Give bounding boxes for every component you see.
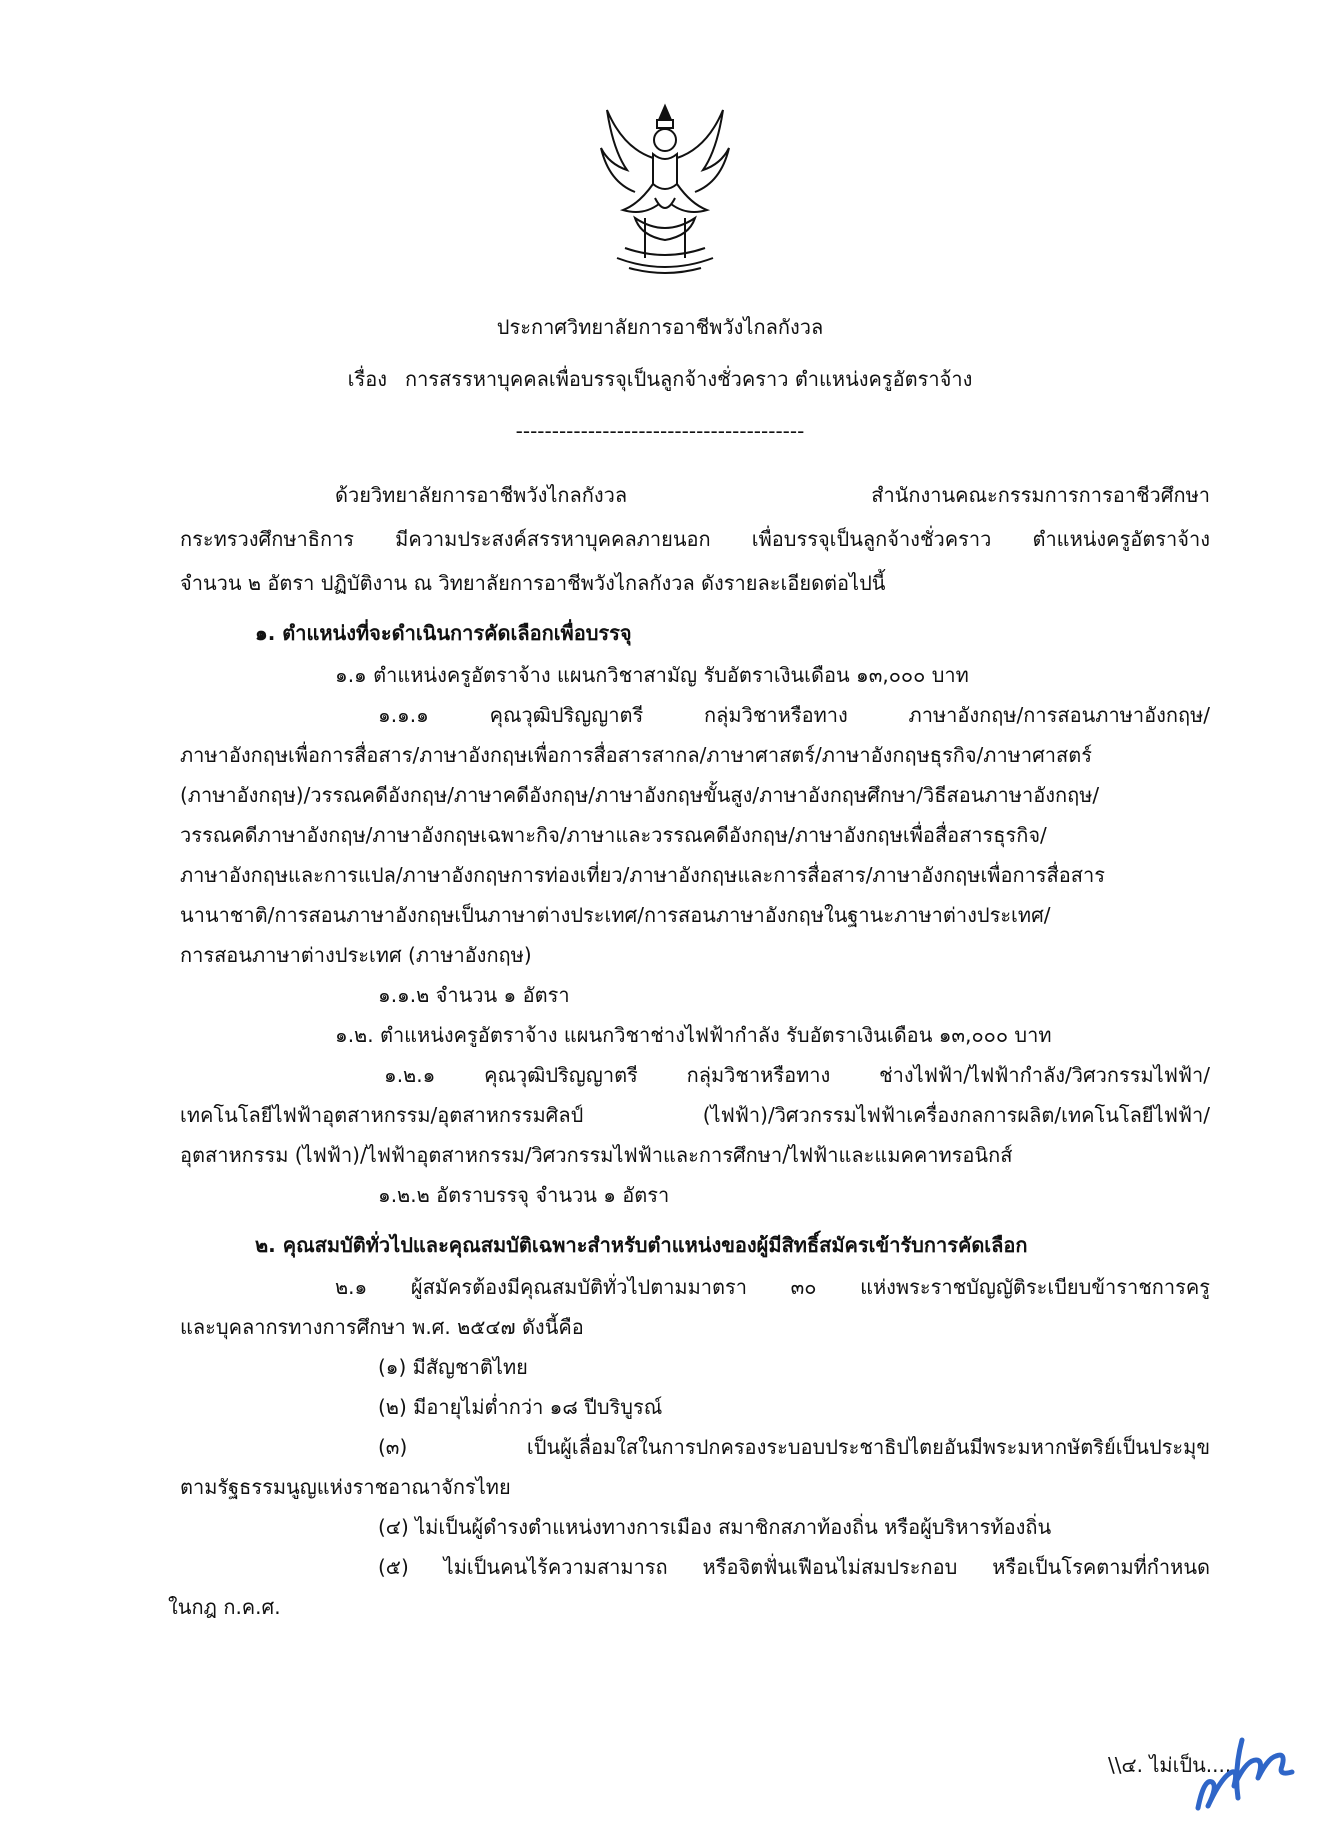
list-item: ในกฎ ก.ค.ศ. [168, 1595, 281, 1619]
list-item: และบุคลากรทางการศึกษา พ.ศ. ๒๕๔๗ ดังนี้คือ [180, 1315, 584, 1339]
intro-line: กระทรวงศึกษาธิการ มีความประสงค์สรรหาบุคคลภายนอก เพื่อบรรจุเป็นลูกจ้างชั่วคราว ตำแหน่งครูอัตราจ้าง [180, 527, 1210, 551]
list-item: ๑.๑.๑ คุณวุฒิปริญญาตรี กลุ่มวิชาหรือทาง ภาษาอังกฤษ/การสอนภาษาอังกฤษ/ [378, 703, 1210, 727]
list-item: ๒.๑ ผู้สมัครต้องมีคุณสมบัติทั่วไปตามมาตรา ๓๐ แห่งพระราชบัญญัติระเบียบข้าราชการครู [335, 1275, 1210, 1299]
divider: ---------------------------------------- [515, 419, 805, 443]
list-item: ตามรัฐธรรมนูญแห่งราชอาณาจักรไทย [180, 1475, 511, 1499]
list-item: (๔) ไม่เป็นผู้ดำรงตำแหน่งทางการเมือง สมาชิกสภาท้องถิ่น หรือผู้บริหารท้องถิ่น [378, 1515, 1052, 1539]
intro-line: ด้วยวิทยาลัยการอาชีพวังไกลกังวล สำนักงานคณะกรรมการการอาชีวศึกษา [335, 483, 1210, 507]
list-item: การสอนภาษาต่างประเทศ (ภาษาอังกฤษ) [180, 943, 532, 967]
list-item: ๑.๒. ตำแหน่งครูอัตราจ้าง แผนกวิชาช่างไฟฟ้ากำลัง รับอัตราเงินเดือน ๑๓,๐๐๐ บาท [335, 1023, 1052, 1047]
intro-line: จำนวน ๒ อัตรา ปฏิบัติงาน ณ วิทยาลัยการอาชีพวังไกลกังวล ดังรายละเอียดต่อไปนี้ [180, 571, 886, 595]
list-item: (ภาษาอังกฤษ)/วรรณคดีอังกฤษ/ภาษาคดีอังกฤษ/ภาษาอังกฤษขั้นสูง/ภาษาอังกฤษศึกษา/วิธีสอนภาษาอังกฤษ/ [180, 783, 1100, 807]
list-item: ภาษาอังกฤษและการแปล/ภาษาอังกฤษการท่องเที่ยว/ภาษาอังกฤษและการสื่อสาร/ภาษาอังกฤษเพื่อการสื่อสาร [180, 863, 1105, 887]
subject-label: เรื่อง [347, 367, 387, 391]
list-item: (๒) มีอายุไม่ต่ำกว่า ๑๘ ปีบริบูรณ์ [378, 1395, 663, 1419]
list-item: นานาชาติ/การสอนภาษาอังกฤษเป็นภาษาต่างประเทศ/การสอนภาษาอังกฤษในฐานะภาษาต่างประเทศ/ [180, 903, 1051, 927]
section-heading: ๑. ตำแหน่งที่จะดำเนินการคัดเลือกเพื่อบรรจุ [255, 621, 632, 645]
garuda-emblem-icon [595, 98, 735, 280]
list-item: ๑.๑.๒ จำนวน ๑ อัตรา [378, 983, 570, 1007]
subject-text: การสรรหาบุคคลเพื่อบรรจุเป็นลูกจ้างชั่วคราว ตำแหน่งครูอัตราจ้าง [404, 367, 973, 391]
list-item: เทคโนโลยีไฟฟ้าอุตสาหกรรม/อุตสาหกรรมศิลป์ (ไฟฟ้า)/วิศวกรรมไฟฟ้าเครื่องกลการผลิต/เทคโนโลยีไฟฟ้า/ [180, 1103, 1210, 1127]
list-item: ๑.๒.๒ อัตราบรรจุ จำนวน ๑ อัตรา [378, 1183, 670, 1207]
list-item: (๑) มีสัญชาติไทย [378, 1355, 528, 1379]
list-item: ภาษาอังกฤษเพื่อการสื่อสาร/ภาษาอังกฤษเพื่อการสื่อสารสากล/ภาษาศาสตร์/ภาษาอังกฤษธุรกิจ/ภาษาศาสตร์ [180, 743, 1092, 767]
list-item: (๕) ไม่เป็นคนไร้ความสามารถ หรือจิตฟั่นเฟือนไม่สมประกอบ หรือเป็นโรคตามที่กำหนด [378, 1555, 1210, 1579]
section-heading: ๒. คุณสมบัติทั่วไปและคุณสมบัติเฉพาะสำหรับตำแหน่งของผู้มีสิทธิ์สมัครเข้ารับการคัดเลือก [255, 1233, 1028, 1257]
subject-line [0, 366, 1320, 392]
list-item: ๑.๑ ตำแหน่งครูอัตราจ้าง แผนกวิชาสามัญ รับอัตราเงินเดือน ๑๓,๐๐๐ บาท [335, 663, 969, 687]
page-continuation: \\๔. ไม่เป็น.... [1108, 1753, 1232, 1777]
list-item: อุตสาหกรรม (ไฟฟ้า)/ไฟฟ้าอุตสาหกรรม/วิศวกรรมไฟฟ้าและการศึกษา/ไฟฟ้าและแมคคาทรอนิกส์ [180, 1143, 1013, 1167]
list-item: วรรณคดีภาษาอังกฤษ/ภาษาอังกฤษเฉพาะกิจ/ภาษาและวรรณคดีอังกฤษ/ภาษาอังกฤษเพื่อสื่อสารธุรกิจ/ [180, 823, 1047, 847]
signature-icon [1180, 1728, 1300, 1818]
announcement-title: ประกาศวิทยาลัยการอาชีพวังไกลกังวล [496, 315, 824, 339]
list-item: ๑.๒.๑ คุณวุฒิปริญญาตรี กลุ่มวิชาหรือทาง ช่างไฟฟ้า/ไฟฟ้ากำลัง/วิศวกรรมไฟฟ้า/ [384, 1063, 1210, 1087]
list-item: (๓) เป็นผู้เลื่อมใสในการปกครองระบอบประชาธิปไตยอันมีพระมหากษัตริย์เป็นประมุข [378, 1435, 1210, 1459]
